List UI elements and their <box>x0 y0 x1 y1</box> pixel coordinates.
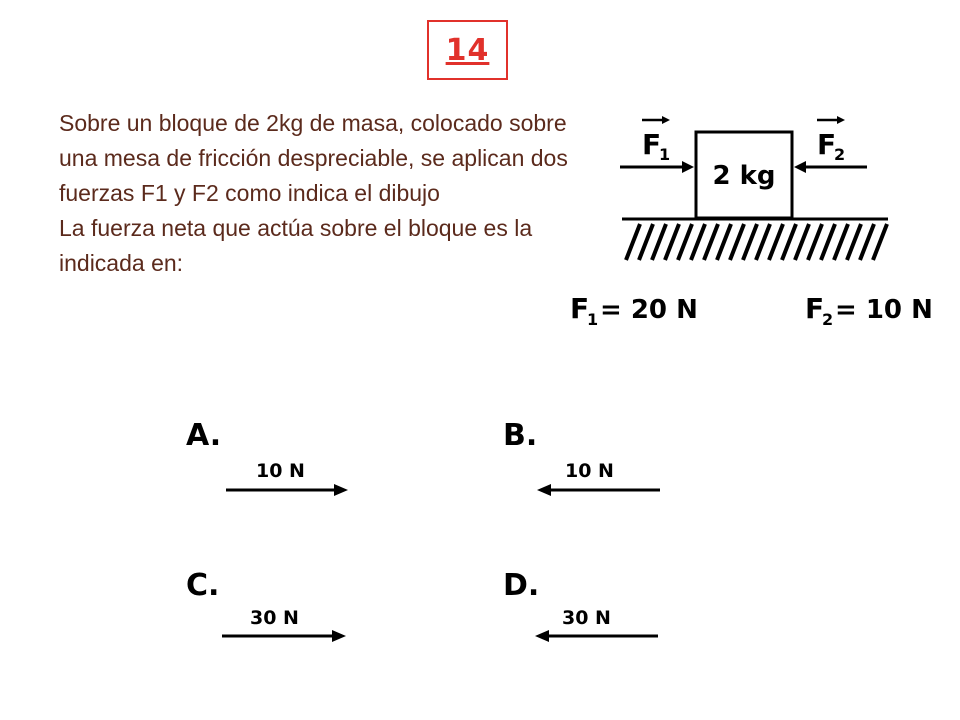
answer-options <box>0 400 960 705</box>
problem-text <box>59 106 569 281</box>
hatch-line <box>756 224 770 260</box>
block-label: 2 kg <box>712 161 776 191</box>
option-c-letter: C. <box>186 568 220 603</box>
option-b[interactable] <box>503 418 660 496</box>
question-number-box <box>427 20 508 80</box>
f1-value-text: = 20 N <box>600 295 698 325</box>
hatch-line <box>743 224 757 260</box>
hatch-line <box>704 224 718 260</box>
force-f2-arrow <box>794 161 867 173</box>
f2-value-symbol: F <box>805 292 825 325</box>
f1-value-symbol: F <box>570 292 590 325</box>
table-surface <box>622 219 888 260</box>
f2-value-text: = 10 N <box>835 295 933 325</box>
option-a-value: 10 N <box>256 460 305 482</box>
force-diagram <box>560 100 940 345</box>
option-d[interactable] <box>503 568 658 642</box>
hatch-line <box>847 224 861 260</box>
f1-symbol: F <box>642 128 662 161</box>
hatch-line <box>678 224 692 260</box>
force-f1-value <box>570 292 698 329</box>
force-diagram-svg <box>560 100 940 340</box>
f2-value-subscript: 2 <box>822 310 834 329</box>
option-d-letter: D. <box>503 568 540 603</box>
question-number: 14 <box>445 32 490 68</box>
force-f1-arrow <box>620 161 694 173</box>
hatch-line <box>626 224 640 260</box>
option-a-letter: A. <box>186 418 222 453</box>
option-c-arrow <box>222 630 346 642</box>
hatch-line <box>665 224 679 260</box>
answer-options-svg <box>0 400 960 700</box>
option-d-value: 30 N <box>562 607 611 629</box>
option-c-value: 30 N <box>250 607 299 629</box>
f2-subscript: 2 <box>834 145 846 164</box>
f1-value-subscript: 1 <box>587 310 599 329</box>
option-b-letter: B. <box>503 418 538 453</box>
problem-question: La fuerza neta que actúa sobre el bloque es la indicada en: <box>59 215 533 276</box>
hatch-line <box>821 224 835 260</box>
force-f2-value <box>805 292 933 329</box>
option-a-arrow <box>226 484 348 496</box>
f1-subscript: 1 <box>659 145 671 164</box>
hatch-line <box>717 224 731 260</box>
hatch-line <box>691 224 705 260</box>
option-d-arrow <box>535 630 658 642</box>
option-b-arrow <box>537 484 660 496</box>
problem-statement: Sobre un bloque de 2kg de masa, colocado sobre una mesa de fricción despreciable, se aplican dos fuerzas F1 y F2 como indica el dibujo <box>59 110 568 206</box>
hatch-line <box>834 224 848 260</box>
hatch-line <box>795 224 809 260</box>
hatch-line <box>782 224 796 260</box>
option-c[interactable] <box>186 568 346 642</box>
option-b-value: 10 N <box>565 460 614 482</box>
block <box>696 132 792 218</box>
hatch-line <box>639 224 653 260</box>
hatch-line <box>652 224 666 260</box>
hatch-line <box>873 224 887 260</box>
force-f1-label <box>642 116 670 164</box>
hatch-line <box>860 224 874 260</box>
hatch-line <box>730 224 744 260</box>
f2-symbol: F <box>817 128 837 161</box>
option-a[interactable] <box>186 418 348 496</box>
hatch-line <box>769 224 783 260</box>
hatch-line <box>808 224 822 260</box>
force-f2-label <box>817 116 845 164</box>
